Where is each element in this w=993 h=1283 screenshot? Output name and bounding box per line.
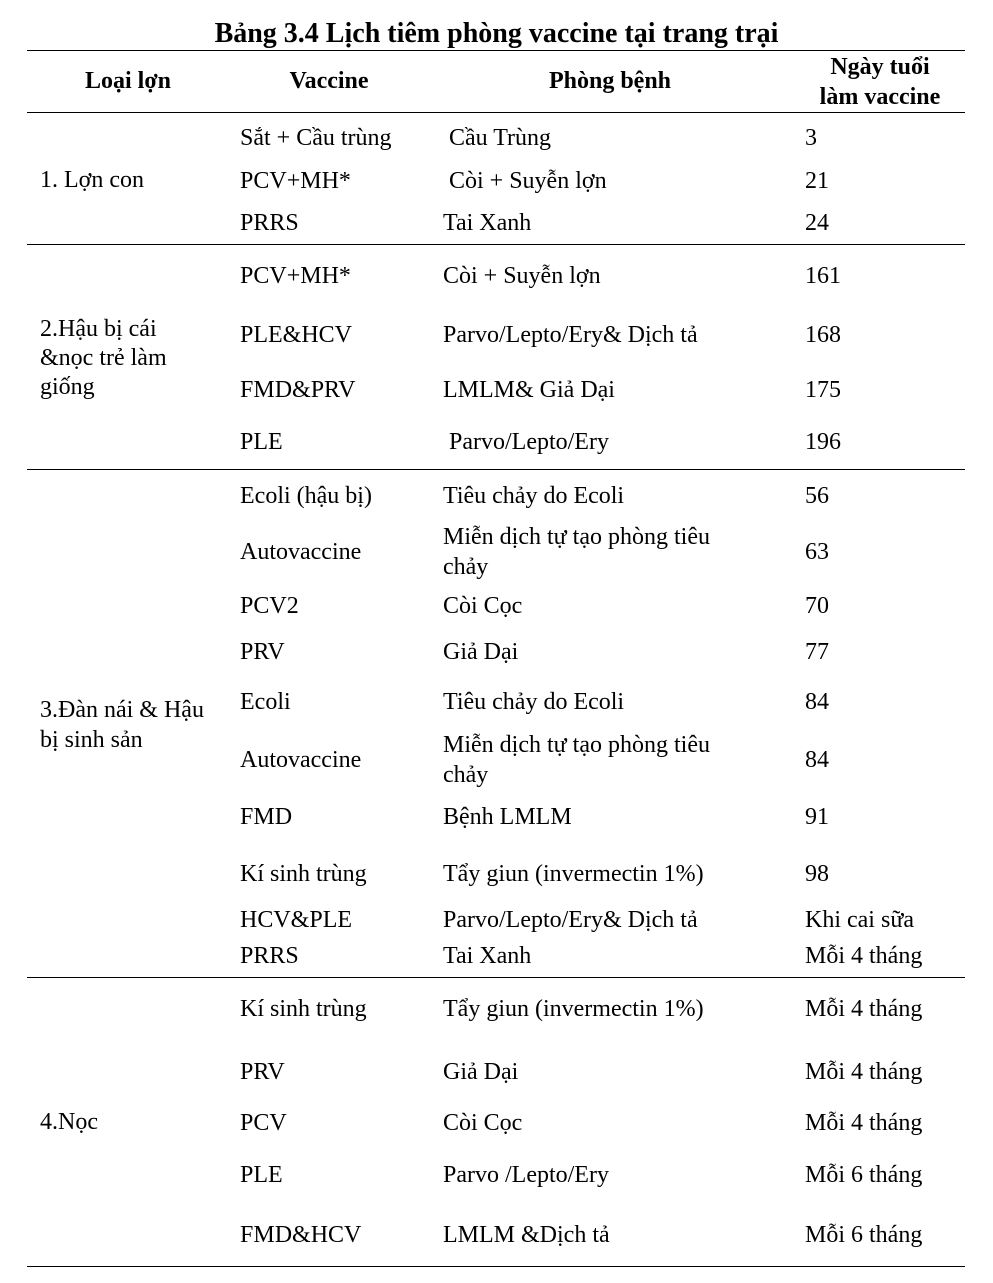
disease-cell: Parvo/Lepto/Ery& Dịch tả	[443, 322, 698, 348]
group-name-line: giống	[40, 374, 95, 400]
vaccine-cell: PRV	[240, 639, 285, 665]
age-cell: 24	[805, 210, 829, 236]
group-separator	[27, 469, 965, 470]
age-cell: 84	[805, 689, 829, 715]
disease-cell: Tai Xanh	[443, 943, 532, 969]
group-name-line: bị sinh sản	[40, 727, 143, 753]
age-cell: 98	[805, 861, 829, 887]
vaccine-cell: PLE	[240, 1162, 283, 1188]
group-separator	[27, 977, 965, 978]
age-cell: Mỗi 6 tháng	[805, 1222, 923, 1248]
age-cell: 168	[805, 322, 841, 348]
age-cell: 63	[805, 539, 829, 565]
age-cell: Khi cai sữa	[805, 907, 914, 933]
vaccine-cell: FMD&HCV	[240, 1222, 362, 1248]
disease-cell: LMLM &Dịch tả	[443, 1222, 610, 1248]
age-cell: Mỗi 4 tháng	[805, 943, 923, 969]
age-cell: 196	[805, 429, 841, 455]
group-separator	[27, 244, 965, 245]
disease-cell: Giả Dại	[443, 1059, 519, 1085]
disease-cell: Còi Cọc	[443, 1110, 523, 1136]
age-cell: Mỗi 4 tháng	[805, 1110, 923, 1136]
table-bottom-rule	[27, 1266, 965, 1267]
vaccine-cell: PLE	[240, 429, 283, 455]
disease-cell: Còi Cọc	[443, 593, 523, 619]
vaccine-cell: PRRS	[240, 943, 299, 969]
table-title: Bảng 3.4 Lịch tiêm phòng vaccine tại trang trại	[214, 18, 779, 49]
vaccine-cell: PCV2	[240, 593, 299, 619]
age-cell: Mỗi 4 tháng	[805, 1059, 923, 1085]
group-name-line: &nọc trẻ làm	[40, 345, 167, 371]
header-phong-benh: Phòng bệnh	[548, 68, 672, 94]
disease-cell-line: chảy	[443, 762, 489, 788]
disease-cell: Giả Dại	[443, 639, 519, 665]
disease-cell: Còi + Suyễn lợn	[443, 168, 607, 194]
age-cell: 21	[805, 168, 829, 194]
vaccine-cell: Kí sinh trùng	[240, 996, 367, 1022]
header-bottom-rule	[27, 112, 965, 113]
table-top-rule	[27, 50, 965, 51]
vaccine-cell: HCV&PLE	[240, 907, 353, 933]
age-cell: 56	[805, 483, 829, 509]
disease-cell: Tẩy giun (invermectin 1%)	[443, 861, 704, 887]
disease-cell: Tai Xanh	[443, 210, 532, 236]
age-cell: Mỗi 4 tháng	[805, 996, 923, 1022]
header-vaccine: Vaccine	[289, 68, 369, 94]
age-cell: 91	[805, 804, 829, 830]
vaccine-cell: Ecoli (hậu bị)	[240, 483, 372, 509]
vaccine-cell: Autovaccine	[240, 747, 362, 773]
vaccine-cell: Kí sinh trùng	[240, 861, 367, 887]
disease-cell: Tẩy giun (invermectin 1%)	[443, 996, 704, 1022]
disease-cell: LMLM& Giả Dại	[443, 377, 615, 403]
header-loai-lon: Loại lợn	[85, 68, 171, 94]
vaccine-cell: PRV	[240, 1059, 285, 1085]
vaccine-cell: PCV	[240, 1110, 287, 1136]
disease-cell-line: Miễn dịch tự tạo phòng tiêu	[443, 524, 710, 550]
age-cell: 3	[805, 125, 817, 151]
disease-cell: Parvo/Lepto/Ery& Dịch tả	[443, 907, 698, 933]
vaccine-cell: PCV+MH*	[240, 168, 351, 194]
vaccine-cell: FMD	[240, 804, 293, 830]
vaccine-cell: Sắt + Cầu trùng	[240, 125, 392, 151]
age-cell: 70	[805, 593, 829, 619]
age-cell: 175	[805, 377, 841, 403]
disease-cell: Tiêu chảy do Ecoli	[443, 689, 625, 715]
disease-cell: Còi + Suyễn lợn	[443, 263, 601, 289]
vaccine-cell: PCV+MH*	[240, 263, 351, 289]
group-name-line: 2.Hậu bị cái	[40, 316, 157, 342]
disease-cell: Cầu Trùng	[443, 125, 552, 151]
vaccine-cell: Ecoli	[240, 689, 291, 715]
header-ngay-tuoi-line1: Ngày tuổi	[830, 54, 930, 80]
age-cell: 161	[805, 263, 841, 289]
vaccine-cell: Autovaccine	[240, 539, 362, 565]
disease-cell: Parvo /Lepto/Ery	[443, 1162, 609, 1188]
vaccine-cell: PLE&HCV	[240, 322, 353, 348]
group-name-line: 3.Đàn nái & Hậu	[40, 697, 204, 723]
group-name: 4.Nọc	[40, 1109, 98, 1135]
disease-cell-line: Miễn dịch tự tạo phòng tiêu	[443, 732, 710, 758]
vaccine-cell: PRRS	[240, 210, 299, 236]
age-cell: 77	[805, 639, 829, 665]
header-ngay-tuoi-line2: làm vaccine	[819, 84, 941, 110]
vaccine-cell: FMD&PRV	[240, 377, 356, 403]
age-cell: Mỗi 6 tháng	[805, 1162, 923, 1188]
disease-cell: Tiêu chảy do Ecoli	[443, 483, 625, 509]
group-name: 1. Lợn con	[40, 167, 145, 193]
age-cell: 84	[805, 747, 829, 773]
disease-cell-line: chảy	[443, 554, 489, 580]
disease-cell: Parvo/Lepto/Ery	[443, 429, 609, 455]
disease-cell: Bệnh LMLM	[443, 804, 572, 830]
